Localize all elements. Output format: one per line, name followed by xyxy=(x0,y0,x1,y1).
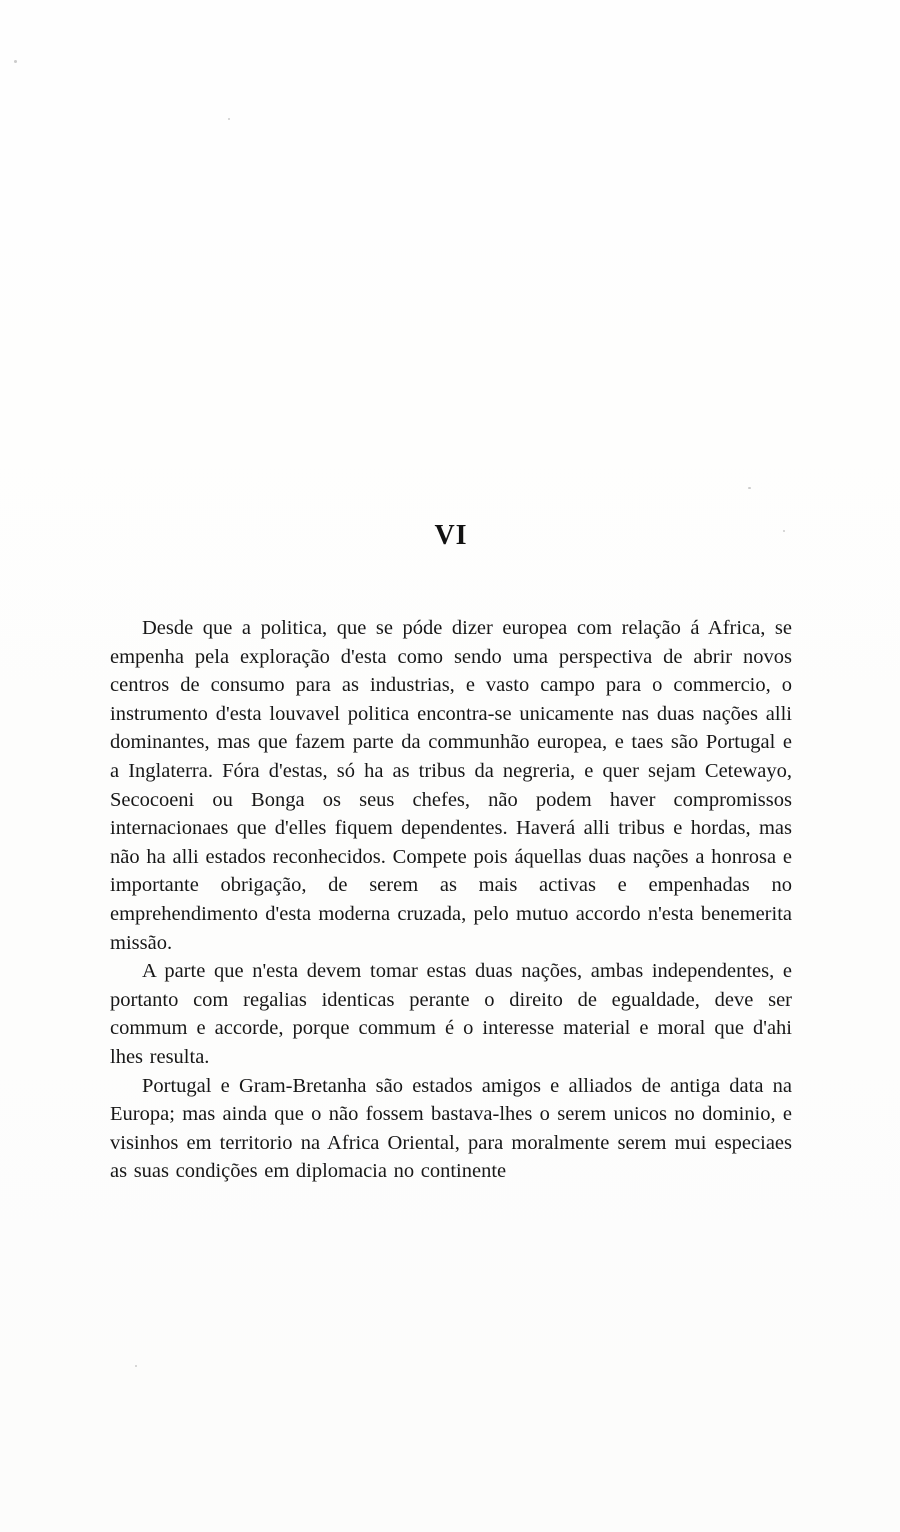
text-content xyxy=(110,520,792,1186)
scan-speck xyxy=(135,1365,137,1367)
paragraph-3: Portugal e Gram-Bretanha são estados amigos e alliados de antiga data na Europa; mas ainda que o não fossem bastava-lhes o serem unicos no dominio, e visinhos em territorio na Africa Oriental, para moralmente serem mui especiaes as suas condições em diplomacia no continente xyxy=(110,1074,792,1183)
paragraph-2: A parte que n'esta devem tomar estas duas nações, ambas independentes, e portanto com regalias identicas perante o direito de egualdade, deve ser commum e accorde, porque commum é o interesse material e moral que d'ahi lhes resulta. xyxy=(110,960,792,1068)
scan-speck xyxy=(14,60,17,63)
scan-speck xyxy=(748,487,751,489)
text-block xyxy=(110,614,792,1186)
scan-speck xyxy=(228,118,230,120)
chapter-heading: VI xyxy=(434,520,468,551)
paragraph-1: Desde que a politica, que se póde dizer europea com relação á Africa, se empenha pela exploração d'esta como sendo uma perspectiva de abrir novos centros de consumo para as industrias, e vasto campo para o commercio, o instrumento d'esta louvavel politica encontra-se unicamente nas duas nações alli dominantes, mas que fazem parte da communhão europea, e taes são Portugal e a Inglaterra. Fóra d'estas, só ha as tribus da negreria, e quer sejam Cetewayo, Secocoeni ou Bonga os seus chefes, não podem haver compromissos internacionaes que d'elles fiquem dependentes. Haverá alli tribus e hordas, mas não ha alli estados reconhecidos. Compete pois áquellas duas nações a honrosa e importante obrigação, de serem as mais activas e empenhadas no emprehendimento d'esta moderna cruzada, pelo mutuo accordo n'esta benemerita missão. xyxy=(110,617,792,954)
